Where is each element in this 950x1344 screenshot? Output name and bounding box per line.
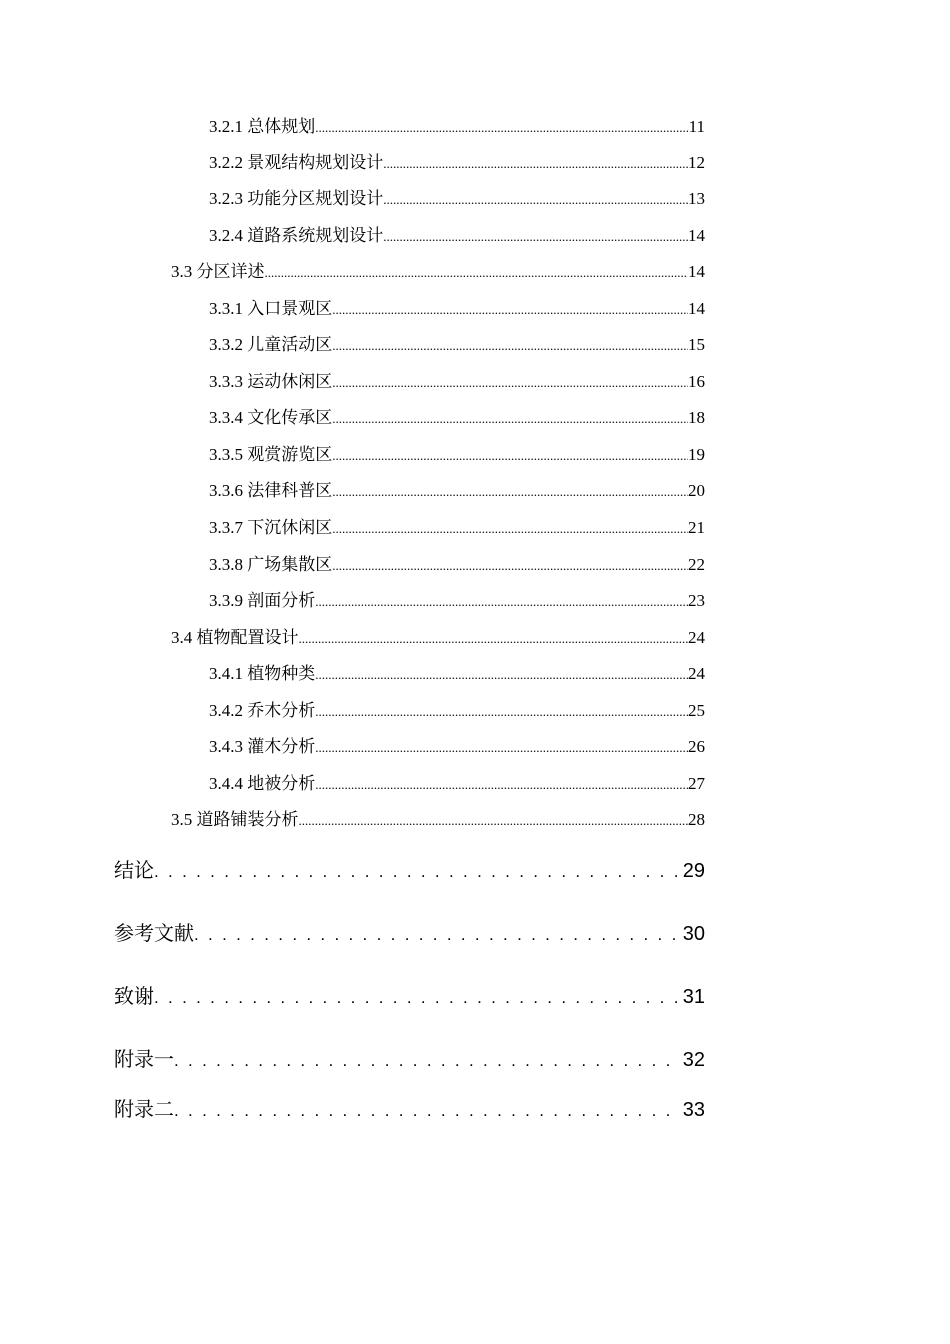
toc-major-page: 32 [682, 1049, 705, 1071]
dot-leader [383, 225, 688, 248]
dot-leader [332, 554, 688, 577]
toc-entry-label: 3.3.5 观赏游览区 [209, 445, 333, 464]
toc-entry-label: 3.3.3 运动休闲区 [209, 372, 333, 391]
toc-entry[interactable] [209, 371, 705, 393]
toc-entry-label: 3.3.4 文化传承区 [209, 408, 333, 427]
toc-entry-page: 16 [688, 372, 705, 391]
toc-entry-label: 3.3.7 下沉休闲区 [209, 518, 333, 537]
dot-leader [315, 736, 688, 759]
toc-entry-page: 21 [688, 518, 705, 537]
dot-leader [332, 444, 688, 467]
toc-entry[interactable] [209, 517, 705, 539]
toc-entry-page: 18 [688, 408, 705, 427]
toc-entry-label: 3.3.9 剖面分析 [209, 591, 316, 610]
dot-leader [154, 983, 680, 1012]
toc-major-entry[interactable] [114, 857, 705, 885]
dot-leader [383, 152, 688, 175]
toc-major-label: 结论 [114, 860, 154, 882]
toc-entry-page: 22 [688, 555, 705, 574]
toc-entry-page: 12 [688, 153, 705, 172]
toc-major-page: 30 [682, 923, 705, 945]
toc-entry[interactable] [209, 298, 705, 320]
toc-major-page: 29 [682, 860, 705, 882]
toc-entry-label: 3.2.4 道路系统规划设计 [209, 226, 384, 245]
toc-major-label: 参考文献 [114, 923, 194, 945]
toc-major-page: 31 [682, 986, 705, 1008]
toc-entry-page: 14 [688, 299, 705, 318]
dot-leader [315, 590, 688, 613]
toc-major-label: 附录一 [114, 1049, 174, 1071]
toc-entry-page: 14 [688, 262, 705, 281]
toc-entry[interactable] [209, 736, 705, 758]
toc-major-entry[interactable] [114, 1046, 705, 1074]
toc-entry-page: 28 [688, 810, 705, 829]
toc-entry-label: 3.3 分区详述 [171, 262, 265, 281]
dot-leader [174, 1046, 680, 1075]
dot-leader [383, 188, 688, 211]
dot-leader [332, 480, 688, 503]
toc-entry[interactable] [209, 773, 705, 795]
toc-entry-label: 3.3.2 儿童活动区 [209, 335, 333, 354]
toc-entry-page: 25 [688, 701, 705, 720]
toc-entry-page: 23 [688, 591, 705, 610]
dot-leader [315, 116, 688, 139]
dot-leader [299, 627, 689, 650]
dot-leader [154, 857, 680, 886]
toc-entry-label: 3.4.1 植物种类 [209, 664, 316, 683]
toc-entry-label: 3.4 植物配置设计 [171, 628, 299, 647]
toc-entry[interactable] [209, 480, 705, 502]
dot-leader [194, 920, 680, 949]
dot-leader [332, 371, 688, 394]
toc-entry-page: 26 [688, 737, 705, 756]
toc-entry-label: 3.3.8 广场集散区 [209, 555, 333, 574]
toc-entry-page: 27 [688, 774, 705, 793]
toc-major-entry[interactable] [114, 983, 705, 1011]
toc-major-entry[interactable] [114, 1096, 705, 1124]
toc-entry[interactable] [171, 261, 705, 283]
toc-entry-page: 24 [688, 628, 705, 647]
toc-entry-label: 3.4.4 地被分析 [209, 774, 316, 793]
toc-major-page: 33 [682, 1099, 705, 1121]
toc-major-label: 致谢 [114, 986, 154, 1008]
toc-entry[interactable] [209, 188, 705, 210]
toc-entry[interactable] [209, 225, 705, 247]
toc-entry[interactable] [209, 663, 705, 685]
toc-entry-page: 15 [688, 335, 705, 354]
toc-entry[interactable] [209, 590, 705, 612]
dot-leader [332, 298, 688, 321]
toc-entry-label: 3.3.1 入口景观区 [209, 299, 333, 318]
toc-entry-label: 3.5 道路铺装分析 [171, 810, 299, 829]
toc-entry-page: 11 [688, 117, 705, 136]
toc-entry[interactable] [209, 444, 705, 466]
dot-leader [332, 407, 688, 430]
dot-leader [299, 809, 689, 832]
dot-leader [315, 773, 688, 796]
dot-leader [315, 700, 688, 723]
dot-leader [332, 334, 688, 357]
toc-entry-page: 13 [688, 189, 705, 208]
toc-entry-label: 3.2.1 总体规划 [209, 117, 316, 136]
toc-entry-label: 3.2.2 景观结构规划设计 [209, 153, 384, 172]
toc-entry[interactable] [209, 700, 705, 722]
dot-leader [315, 663, 688, 686]
toc-entry-label: 3.4.2 乔木分析 [209, 701, 316, 720]
toc-entry[interactable] [171, 627, 705, 649]
toc-entry-page: 14 [688, 226, 705, 245]
toc-entry-page: 24 [688, 664, 705, 683]
toc-entry-label: 3.3.6 法律科普区 [209, 481, 333, 500]
dot-leader [265, 261, 689, 284]
toc-entry[interactable] [209, 152, 705, 174]
dot-leader [174, 1096, 680, 1125]
toc-entry-page: 19 [688, 445, 705, 464]
toc-entry[interactable] [209, 554, 705, 576]
toc-entry[interactable] [209, 116, 705, 138]
toc-entry[interactable] [209, 334, 705, 356]
toc-major-entry[interactable] [114, 920, 705, 948]
toc-entry-page: 20 [688, 481, 705, 500]
toc-major-label: 附录二 [114, 1099, 174, 1121]
dot-leader [332, 517, 688, 540]
toc-entry-label: 3.4.3 灌木分析 [209, 737, 316, 756]
toc-entry-label: 3.2.3 功能分区规划设计 [209, 189, 384, 208]
toc-entry[interactable] [209, 407, 705, 429]
toc-entry[interactable] [171, 809, 705, 831]
